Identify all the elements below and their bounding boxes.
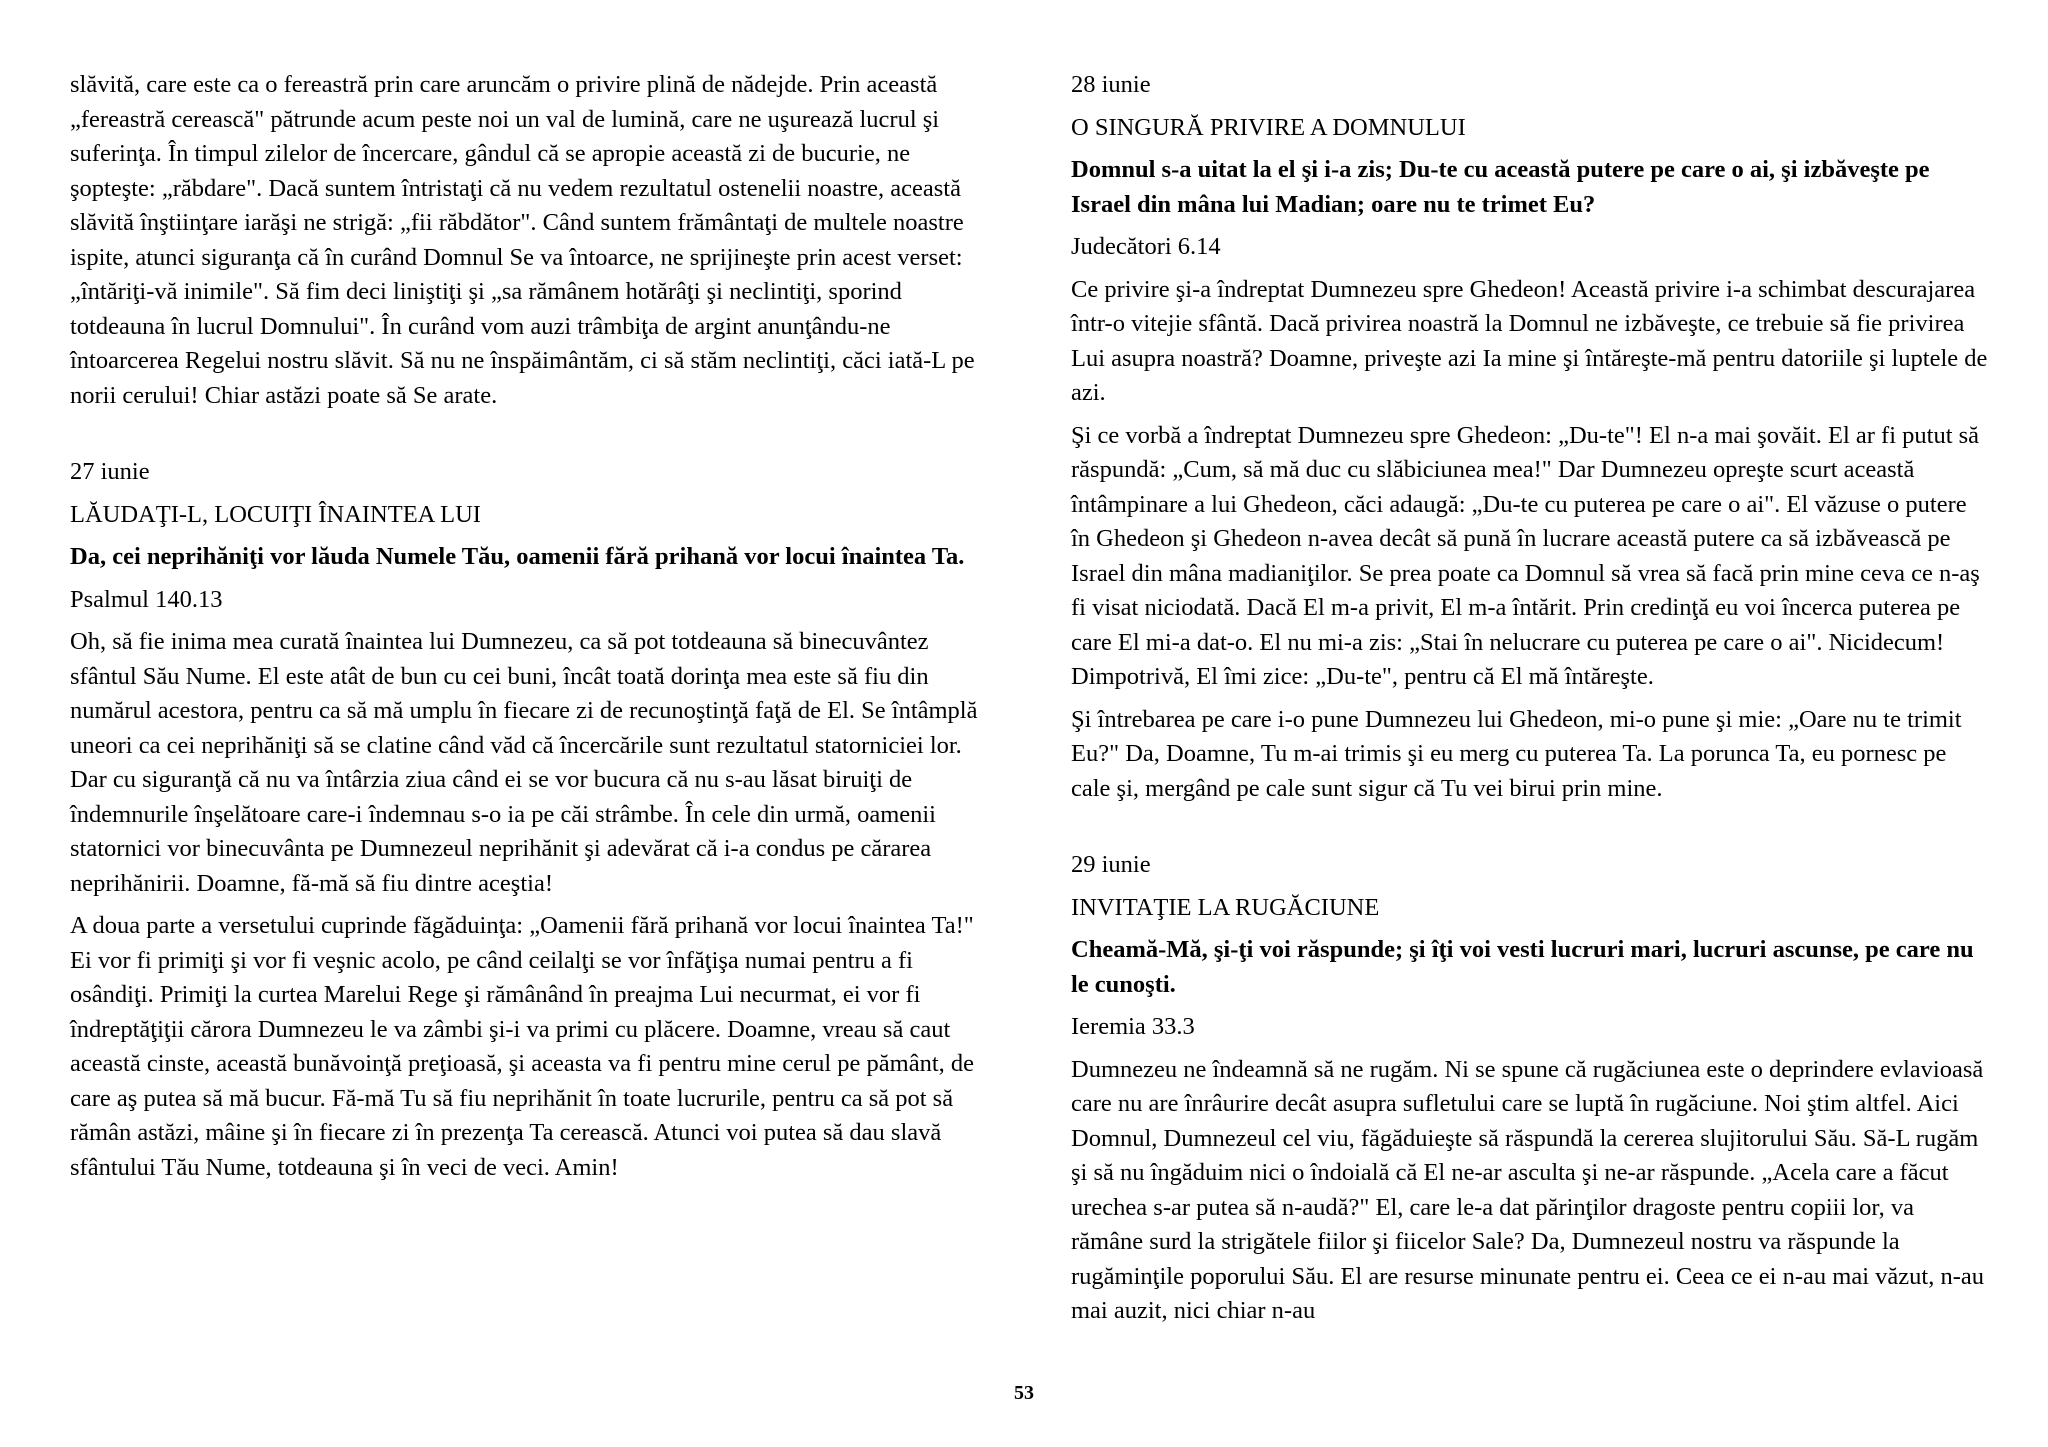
entry-paragraph: Oh, să fie inima mea curată înaintea lui Dumnezeu, ca să pot totdeauna să binecuvântez sfântul Său Nume. El este atât de bun cu cei buni, încât toată dorinţa mea este să fiu din numărul acestora, pentru ca să mă umplu în fiecare zi de recunoştinţă faţă de El. Se întâmplă uneori ca cei neprihăniţi să se clatine când văd că încercările sunt rezultatul statorniciei lor. Dar cu siguranţă că nu va întârzia ziua când ei se vor bucura că nu s-au lăsat biruiţi de îndemnurile înşelătoare care-i îndemnau s-o ia pe căi strâmbe. În cele din urmă, oamenii statornici vor binecuvânta pe Dumnezeul neprihănit şi adevărat că i-a condus pe cărarea neprihănirii. Doamne, fă-mă să fiu dintre aceştia! <box>70 628 978 897</box>
entry-title: LĂUDAŢI-L, LOCUIŢI ÎNAINTEA LUI <box>70 500 481 528</box>
entry-date: 29 iunie <box>1071 851 1151 878</box>
left-column <box>70 68 990 1193</box>
entry-verse: Domnul s-a uitat la el şi i-a zis; Du-te cu această putere pe care o ai, şi izbăveşte pe Israel din mâna lui Madian; oare nu te trimet Eu? <box>1071 156 1930 218</box>
entry-paragraph: Şi ce vorbă a îndreptat Dumnezeu spre Ghedeon: „Du-te"! El n-a mai şovăit. El ar fi putut să răspundă: „Cum, să mă duc cu slăbiciunea mea!" Dar Dumnezeu opreşte scurt această întâmpinare a lui Ghedeon, căci adaugă: „Du-te cu puterea pe care o ai". El văzuse o putere în Ghedeon şi Ghedeon n-avea decât să pună în lucrare această putere ca să izbăvească pe Israel din mâna madianiţilor. Se prea poate ca Domnul să vrea să facă prin mine ceva ce n-aş fi visat niciodată. Dacă El m-a privit, El m-a întărit. Prin credinţă eu voi încerca puterea pe care El mi-a dat-o. El nu mi-a zis: „Stai în nelucrare cu puterea pe care o ai". Nicidecum! Dimpotrivă, El îmi zice: „Du-te", pentru că El mă întăreşte. <box>1071 421 1980 690</box>
entry-date: 28 iunie <box>1071 71 1151 98</box>
entry-29-iunie <box>1071 848 1991 1329</box>
entry-27-iunie <box>70 455 990 1185</box>
entry-verse: Da, cei neprihăniţi vor lăuda Numele Tău, oamenii fără prihană vor locui înaintea Ta. <box>70 543 965 570</box>
entry-verse: Cheamă-Mă, şi-ţi voi răspunde; şi îţi voi vesti lucruri mari, lucruri ascunse, pe care nu le cunoşti. <box>1071 936 1974 998</box>
entry-reference: Ieremia 33.3 <box>1071 1013 1195 1040</box>
entry-reference: Judecători 6.14 <box>1071 233 1221 260</box>
entry-paragraph: A doua parte a versetului cuprinde făgăduinţa: „Oamenii fără prihană vor locui înaintea Ta!" Ei vor fi primiţi şi vor fi veşnic acolo, pe când ceilalţi se vor înfăţişa numai pentru a fi osândiţi. Primiţi la curtea Marelui Rege şi rămânând în preajma Lui necurmat, ei vor fi îndreptăţiţii cărora Dumnezeu le va zâmbi şi-i va primi cu plăcere. Doamne, vreau să caut această cinste, această bunăvoinţă preţioasă, şi aceasta va fi pentru mine cerul pe pământ, de care aş putea să mă bucur. Fă-mă Tu să fiu neprihănit în toate lucrurile, pentru ca să pot să rămân astăzi, mâine şi în fiecare zi în prezenţa Ta cerească. Atunci voi putea să dau slavă sfântului Tău Nume, totdeauna şi în veci de veci. Amin! <box>70 912 975 1181</box>
entry-paragraph: Şi întrebarea pe care i-o pune Dumnezeu lui Ghedeon, mi-o pune şi mie: „Oare nu te trimit Eu?" Da, Doamne, Tu m-ai trimis şi eu merg cu puterea Ta. La porunca Ta, eu pornesc pe cale şi, mergând pe cale sunt sigur că Tu vei birui prin mine. <box>1071 705 1962 802</box>
right-column <box>1071 68 1991 1337</box>
entry-reference: Psalmul 140.13 <box>70 585 223 613</box>
page-number: 53 <box>1014 1382 1034 1404</box>
intro-paragraph: slăvită, care este ca o fereastră prin care aruncăm o privire plină de nădejde. Prin această „fereastră cerească" pătrunde acum peste noi un val de lumină, care ne uşurează lucrul şi suferinţa. În timpul zilelor de încercare, gândul că se apropie această zi de bucurie, ne şopteşte: „răbdare". Dacă suntem întristaţi că nu vedem rezultatul ostenelii noastre, această slăvită înştiinţare iarăşi ne strigă: „fii răbdător". Când suntem frământaţi de multele noastre ispite, atunci siguranţa că în curând Domnul Se va întoarce, ne sprijineşte prin acest verset: „întăriţi-vă inimile". Să fim deci liniştiţi şi „sa rămânem hotărâţi şi neclintiţi, sporind totdeauna în lucrul Domnului". În curând vom auzi trâmbiţa de argint anunţându-ne întoarcerea Regelui nostru slăvit. Să nu ne înspăimântăm, ci să stăm neclintiţi, căci iată-L pe norii cerului! Chiar astăzi poate să Se arate. <box>70 71 975 409</box>
entry-title: INVITAŢIE LA RUGĂCIUNE <box>1071 893 1380 921</box>
entry-date: 27 iunie <box>70 458 150 485</box>
entry-paragraph: Dumnezeu ne îndeamnă să ne rugăm. Ni se spune că rugăciunea este o deprindere evlavioasă care nu are înrâurire decât asupra sufletului care se luptă în rugăciune. Noi ştim altfel. Aici Domnul, Dumnezeul cel viu, făgăduieşte să răspundă la cererea slujitorului Său. Să-L rugăm şi să nu îngăduim nici o îndoială că El ne-ar asculta şi ne-ar răspunde. „Acela care a făcut urechea s-ar putea să n-audă?" El, care le-a dat părinţilor dragoste pentru copiii lor, va rămâne surd la strigătele fiilor şi fiicelor Sale? Da, Dumnezeul nostru va răspunde la rugăminţile poporului Său. El are resurse minunate pentru ei. Ceea ce ei n-au mai văzut, n-au mai auzit, nici chiar n-au <box>1071 1055 1984 1324</box>
entry-paragraph: Ce privire şi-a îndreptat Dumnezeu spre Ghedeon! Această privire i-a schimbat descurajarea într-o vitejie sfântă. Dacă privirea noastră la Domnul ne izbăveşte, ce trebuie să fie privirea Lui asupra noastră? Doamne, priveşte azi Ia mine şi întăreşte-mă pentru datoriile şi luptele de azi. <box>1071 275 1988 406</box>
entry-28-iunie <box>1071 68 1991 806</box>
entry-title: O SINGURĂ PRIVIRE A DOMNULUI <box>1071 113 1466 141</box>
